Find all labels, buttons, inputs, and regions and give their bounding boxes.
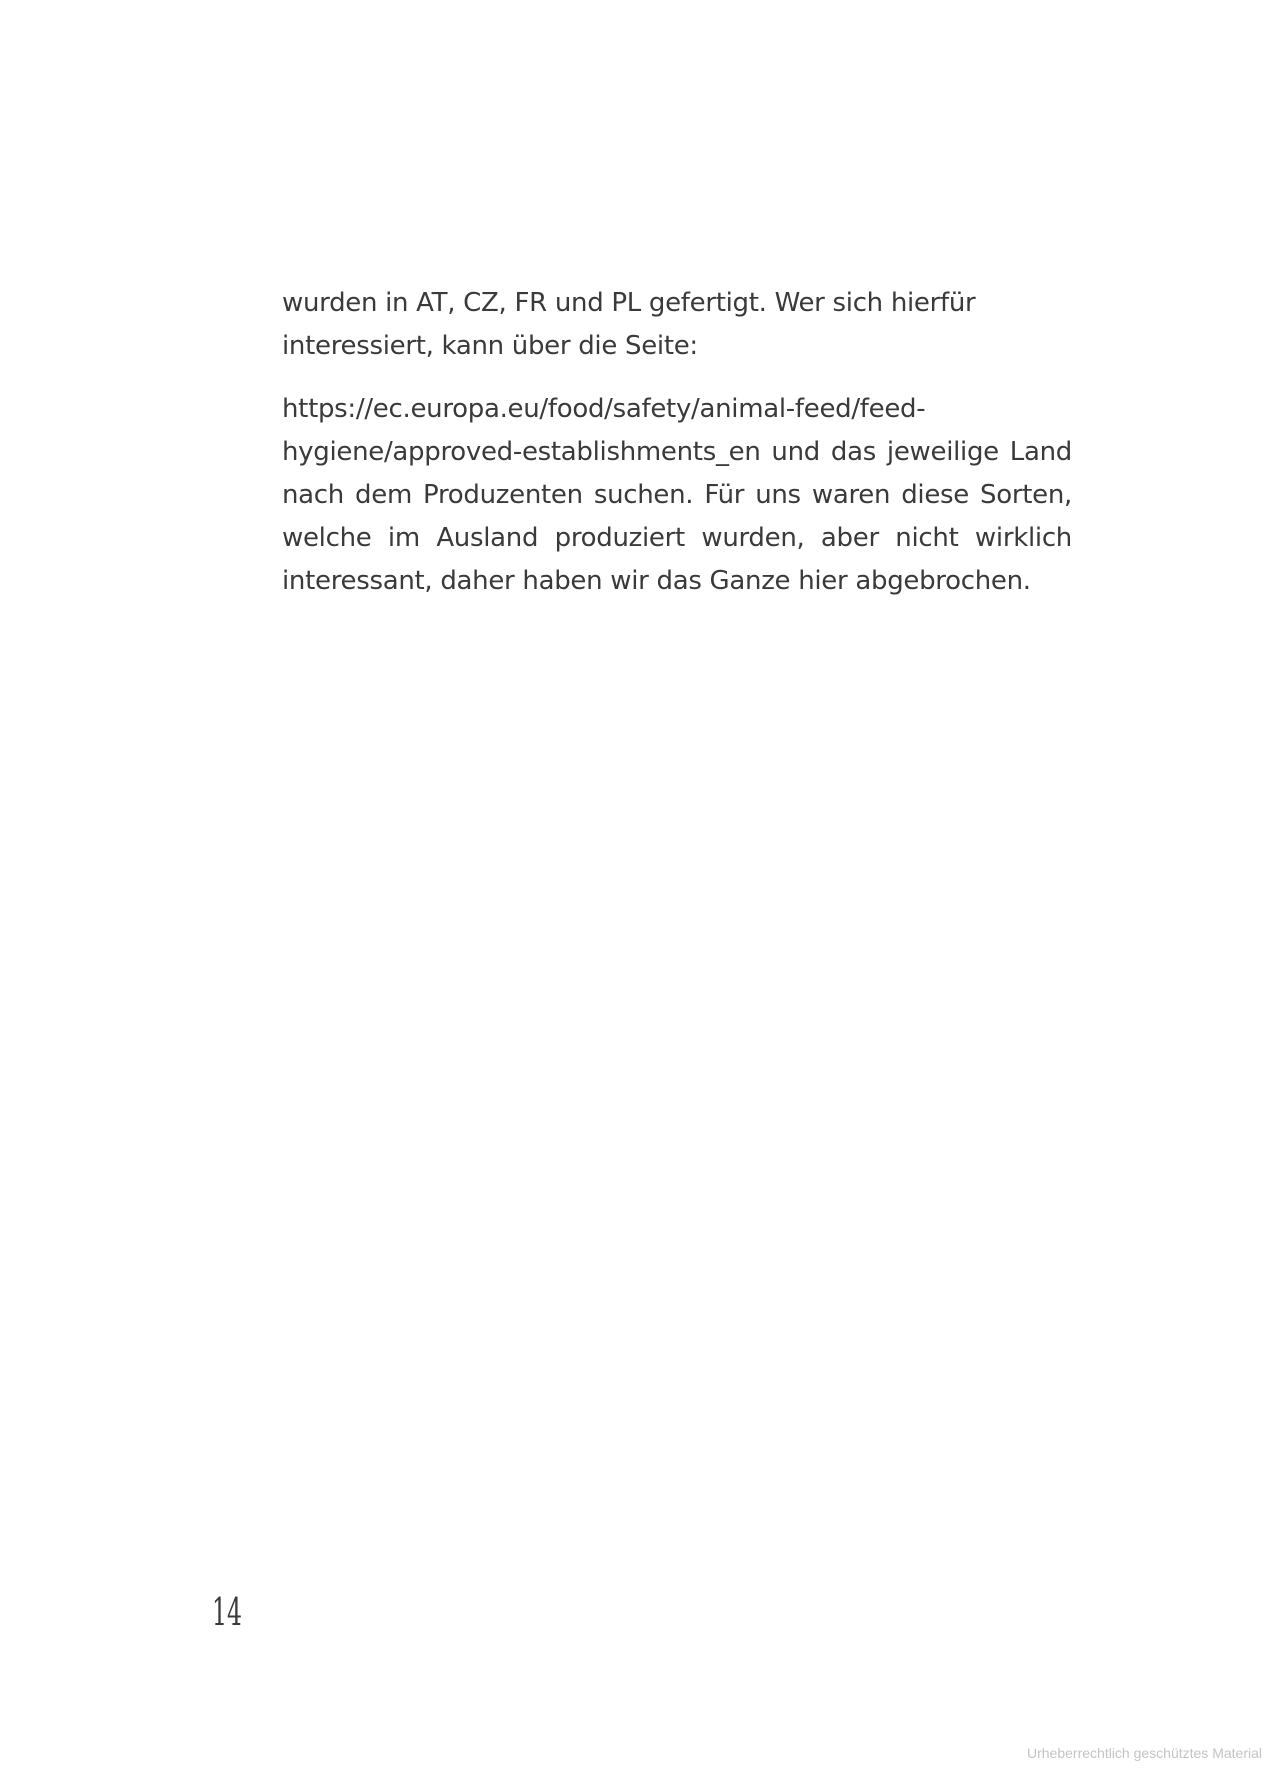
body-text — [282, 282, 1072, 623]
paragraph-2: https://ec.europa.eu/food/safety/animal-feed/feed-hygiene/approved-establishments_en und das jeweilige Land nach dem Produzenten suchen. Für uns waren diese Sorten, welche im Ausland produziert wurden, aber nicht wirklich interessant, daher haben wir das Ganze hier abgebrochen. — [282, 394, 1072, 596]
copyright-watermark: Urheberrechtlich geschütztes Material — [1027, 1745, 1262, 1761]
paragraph-1: wurden in AT, CZ, FR und PL gefertigt. Wer sich hierfür interessiert, kann über die Seite: — [282, 288, 976, 361]
page-number: 14 — [212, 1590, 242, 1634]
